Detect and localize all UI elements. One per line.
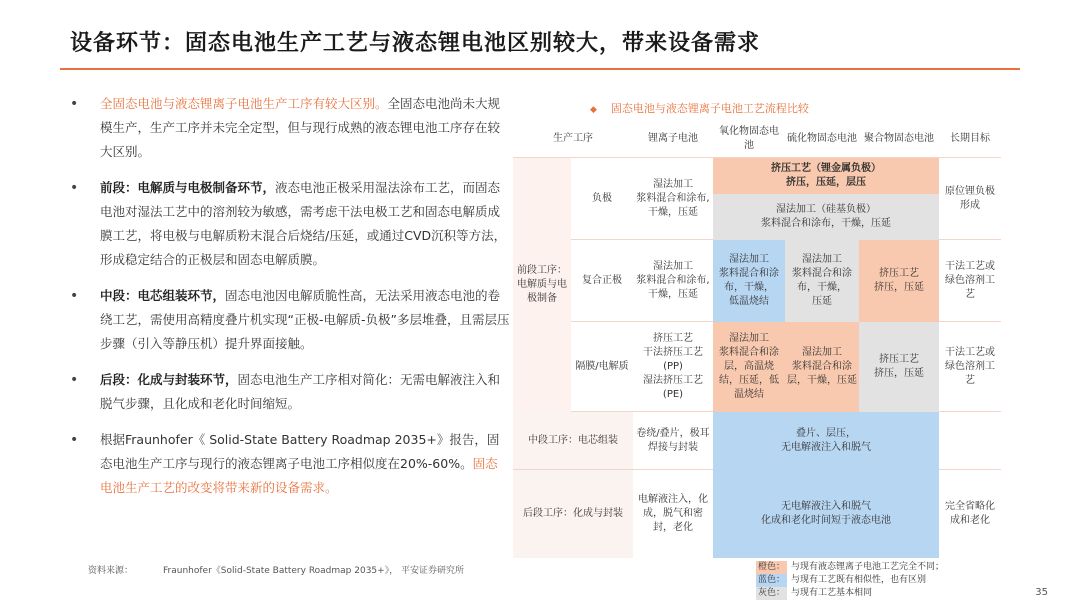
separator-label: 隔膜/电解质 — [571, 322, 633, 412]
back-solid: 无电解液注入和脱气 化成和老化时间短于液态电池 — [713, 470, 939, 558]
mid-stage-label: 中段工序：电芯组装 — [513, 412, 633, 470]
neg-wet: 湿法加工（硅基负极） 浆料混合和涂布，干燥，压延 — [713, 194, 939, 240]
comp-liion: 湿法加工 浆料混合和涂布, 干燥，压延 — [633, 240, 713, 322]
source-note — [88, 563, 494, 576]
comp-oxide: 湿法加工 浆料混合和涂布，干燥， 低温烧结 — [713, 240, 785, 322]
back-liion: 电解液注入，化成，脱气和密封，老化 — [633, 470, 713, 558]
header-polymer: 聚合物固态电池 — [859, 120, 939, 158]
header-goal: 长期目标 — [939, 120, 1001, 158]
source-text: Fraunhofer《Solid-State Battery Roadmap 2035+》， 平安证券研究所 — [163, 566, 465, 576]
legend-blue-key: 蓝色： — [758, 575, 786, 585]
diamond-icon: ◆ — [590, 105, 597, 115]
bullet-3 — [70, 284, 510, 356]
sep-sulfide: 湿法加工 浆料混合和涂层，干燥，压延 — [785, 322, 859, 412]
bullet-bold: 中段：电芯组装环节， — [100, 288, 226, 303]
bullet-list — [70, 92, 510, 512]
mid-solid: 叠片、层压， 无电解液注入和脱气 — [713, 412, 939, 470]
process-comparison-table — [513, 120, 1001, 558]
mid-liion: 卷绕/叠片，极耳焊接与封装 — [633, 412, 713, 470]
legend-orange — [756, 561, 944, 574]
bullet-dot: • — [70, 372, 79, 388]
sep-oxide: 湿法加工 浆料混合和涂层，高温烧结，压延，低温烧结 — [713, 322, 785, 412]
legend-blue-text: 与现有工艺既有相似性，也有区别 — [791, 575, 927, 585]
bullet-dot: • — [70, 96, 79, 112]
comp-goal: 干法工艺或绿色溶剂工艺 — [939, 240, 1001, 322]
table-caption-text: 固态电池与液态锂离子电池工艺流程比较 — [610, 102, 809, 115]
bullet-text: 固态电池因电解质脆性高，无法采用液态电池的卷绕工艺，需使用高精度叠片机实现“正极-电解质-负极”多层堆叠，且需层压步骤（引入等静压机）提升界面接触。 — [100, 288, 510, 351]
neg-press: 挤压工艺（锂金属负极） 挤压，压延，层压 — [713, 158, 939, 194]
bullet-5 — [70, 428, 510, 500]
composite-label: 复合正极 — [571, 240, 633, 322]
bullet-text: 固态电池生产工序相对简化：无需电解液注入和脱气步骤，且化成和老化时间缩短。 — [100, 372, 501, 411]
bullet-bold: 后段：化成与封装环节， — [100, 372, 238, 387]
bullet-text: 液态电池正极采用湿法涂布工艺，而固态电池对湿法工艺中的溶剂较为敏感，需考虑干法电极工艺和固态电解质成膜工艺，将电极与电解质粉末混合后烧结/压延，或通过CVD沉积等方法，形成稳定结合的正极层和固态电解质膜。 — [100, 180, 507, 267]
bullet-1 — [70, 92, 510, 164]
sep-liion: 挤压工艺 干法挤压工艺 (PP) 湿法挤压工艺 (PE) — [633, 322, 713, 412]
legend-grey-key: 灰色： — [758, 588, 786, 598]
bullet-highlight: 固态电池生产工艺的改变将带来新的设备需求。 — [100, 456, 498, 495]
title-divider — [60, 68, 1020, 70]
sep-goal: 干法工艺或绿色溶剂工艺 — [939, 322, 1001, 412]
source-label: 资料来源： — [88, 566, 134, 576]
legend-grey — [756, 587, 944, 600]
header-oxide: 氧化物固态电池 — [713, 120, 785, 158]
back-goal: 完全省略化成和老化 — [939, 470, 1001, 558]
page-number: 35 — [1035, 587, 1048, 598]
page-title: 设备环节：固态电池生产工艺与液态锂电池区别较大，带来设备需求 — [70, 31, 761, 56]
header-stage: 生产工序 — [513, 120, 633, 158]
legend-orange-text: 与现有液态锂离子电池工艺完全不同； — [791, 562, 945, 572]
comp-polymer: 挤压工艺 挤压，压延 — [859, 240, 939, 322]
legend-orange-key: 橙色： — [758, 562, 786, 572]
bullet-bold: 前段：电解质与电极制备环节， — [100, 180, 276, 195]
legend-blue — [756, 574, 944, 587]
mid-goal-empty — [939, 412, 1001, 470]
sep-polymer: 挤压工艺 挤压，压延 — [859, 322, 939, 412]
bullet-text: 全固态电池尚未大规模生产，生产工序并未完全定型，但与现行成熟的液态锂电池工序存在较大区别。 — [100, 96, 501, 159]
front-stage-label: 前段工序：电解质与电极制备 — [513, 158, 571, 412]
bullet-dot: • — [70, 180, 79, 196]
neg-goal: 原位锂负极形成 — [939, 158, 1001, 240]
color-legend — [756, 561, 944, 600]
bullet-dot: • — [70, 288, 79, 304]
neg-liion: 湿法加工 浆料混合和涂布, 干燥，压延 — [633, 158, 713, 240]
bullet-dot: • — [70, 432, 79, 448]
bullet-highlight: 全固态电池与液态锂离子电池生产工序有较大区别。 — [100, 96, 388, 111]
bullet-4 — [70, 368, 510, 416]
bullet-2 — [70, 176, 510, 272]
negative-label: 负极 — [571, 158, 633, 240]
legend-grey-text: 与现有工艺基本相同 — [791, 588, 873, 598]
header-sulfide: 硫化物固态电池 — [785, 120, 859, 158]
header-liion: 锂离子电池 — [633, 120, 713, 158]
back-stage-label: 后段工序：化成与封装 — [513, 470, 633, 558]
table-caption — [590, 100, 809, 116]
bullet-text: 根据Fraunhofer《 Solid-State Battery Roadmap 2035+》报告，固态电池生产工序与现行的液态锂离子电池工序相似度在20%-60%。 — [100, 432, 500, 471]
comp-sulfide: 湿法加工 浆料混合和涂布，干燥， 压延 — [785, 240, 859, 322]
